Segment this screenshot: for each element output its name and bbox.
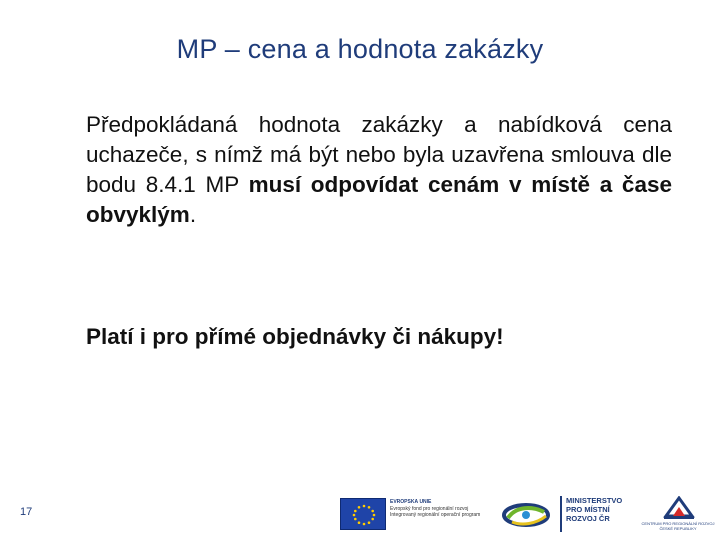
main-paragraph [86,110,672,230]
ministry-line-3: ROZVOJ ČR [566,514,610,523]
eu-line-1: EVROPSKÁ UNIE [390,499,432,505]
page-number: 17 [20,506,33,518]
ministry-line-1: MINISTERSTVO [566,496,623,505]
eu-line-2: Evropský fond pro regionální rozvoj [390,505,469,512]
eu-flag-icon [340,498,386,530]
crr-logo [636,496,720,536]
crr-text [636,521,720,531]
slide-title: MP – cena a hodnota zakázky [176,34,544,64]
main-paragraph-text: Předpokládaná hodnota zakázky a nabídková cena uchazeče, s nímž má být nebo byla uzavřena smlouva dle bodu 8.4.1 MP [86,112,672,197]
main-paragraph-emphasis: musí odpovídat cenám v místě a čase obvyklým [86,172,672,227]
crr-line-1: CENTRUM PRO REGIONÁLNÍ ROZVOJ [641,521,715,526]
irop-logo-icon [502,500,550,530]
main-paragraph-end: . [189,202,197,227]
ministry-logo [560,496,630,534]
ministry-divider [560,496,562,532]
eu-line-3: Integrovaný regionální operační program [390,512,481,518]
eu-stars-icon [341,499,387,531]
note-paragraph: Platí i pro přímé objednávky či nákupy! [86,324,504,349]
crr-symbol-icon [662,496,696,520]
ministry-text [566,496,622,523]
footer-logos [336,494,720,540]
eu-text [390,499,494,519]
ministry-line-2: PRO MÍSTNÍ [566,505,610,514]
crr-line-2: ČESKÉ REPUBLIKY [659,526,697,531]
eu-logo [340,498,490,532]
